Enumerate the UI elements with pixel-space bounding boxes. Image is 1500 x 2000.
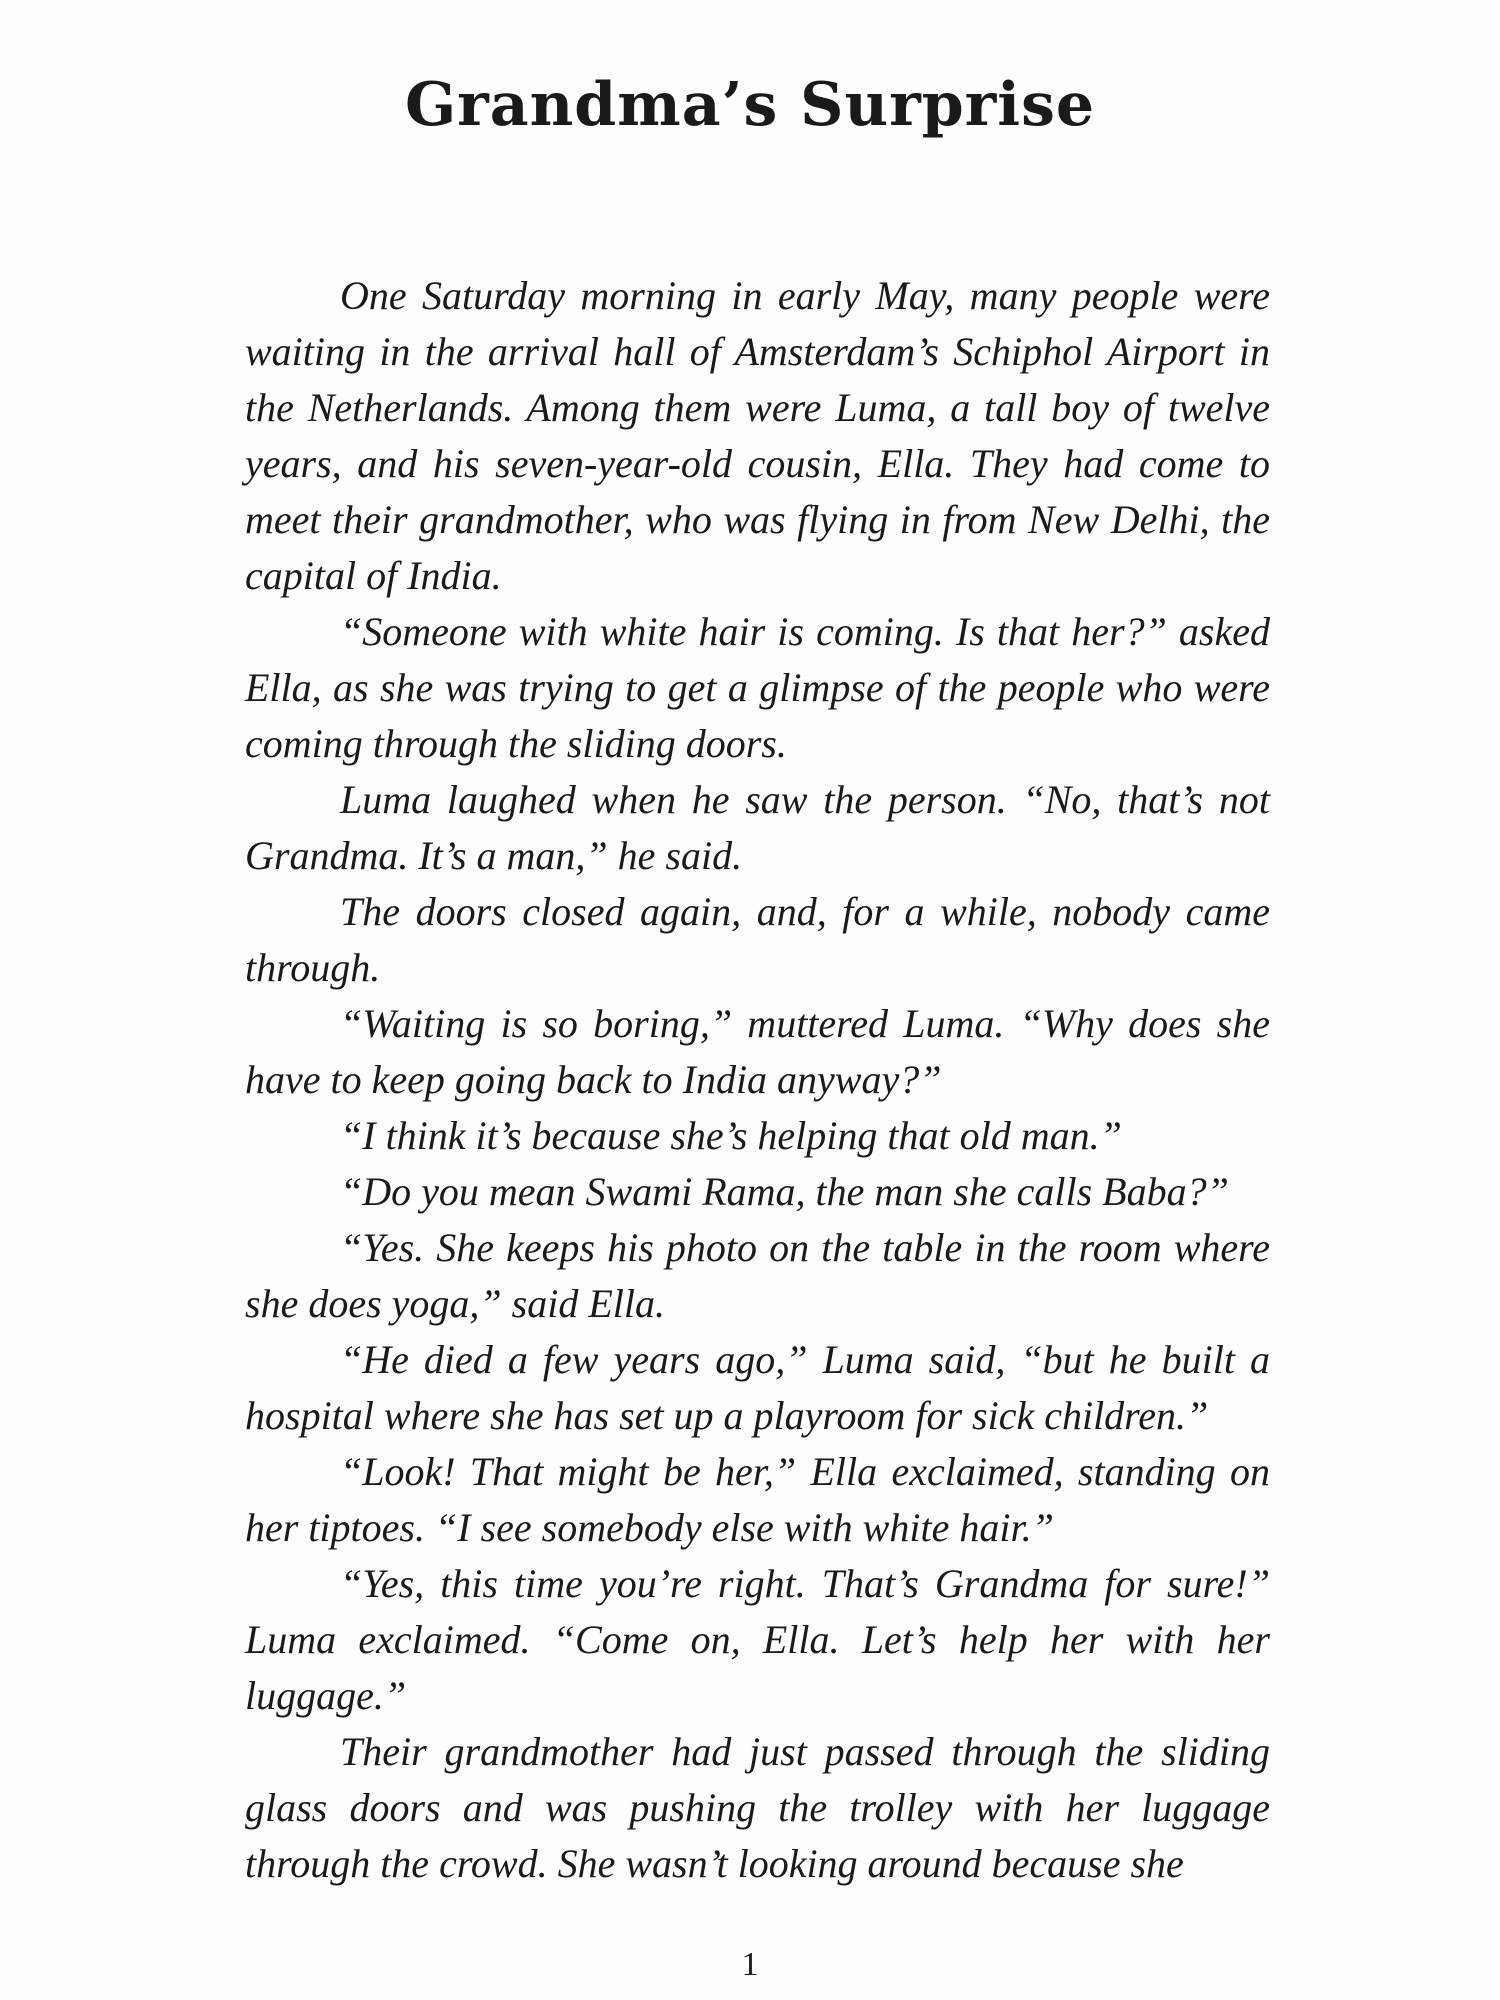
paragraph: “Someone with white hair is coming. Is that her?” asked Ella, as she was trying to get a glimpse of the people who were coming through the sliding doors. [245, 609, 1270, 766]
paragraph: Their grandmother had just passed through the sliding glass doors and was pushing the trolley with her luggage through the crowd. She wasn’t looking around because she [245, 1729, 1270, 1886]
chapter-title: Grandma’s Surprise [404, 70, 1096, 140]
paragraph: “Yes, this time you’re right. That’s Grandma for sure!” Luma exclaimed. “Come on, Ella. Let’s help her with her luggage.” [245, 1561, 1270, 1718]
paragraph: “I think it’s because she’s helping that old man.” [340, 1113, 1122, 1158]
paragraph: “Look! That might be her,” Ella exclaimed, standing on her tiptoes. “I see somebody else with white hair.” [245, 1449, 1270, 1550]
page-number: 1 [741, 1946, 759, 1983]
paragraph: “Do you mean Swami Rama, the man she calls Baba?” [340, 1169, 1229, 1214]
story-text [245, 268, 1270, 1892]
paragraph: “Yes. She keeps his photo on the table in the room where she does yoga,” said Ella. [245, 1225, 1270, 1326]
paragraph: The doors closed again, and, for a while, nobody came through. [245, 889, 1270, 990]
paragraph: “Waiting is so boring,” muttered Luma. “Why does she have to keep going back to India anyway?” [245, 1001, 1270, 1102]
paragraph: One Saturday morning in early May, many people were waiting in the arrival hall of Amsterdam’s Schiphol Airport in the Netherlands. Among them were Luma, a tall boy of twelve years, and his seven-year-old cousin, Ella. They had come to meet their grandmother, who was flying in from New Delhi, the capital of India. [245, 273, 1270, 598]
paragraph: “He died a few years ago,” Luma said, “but he built a hospital where she has set up a playroom for sick children.” [245, 1337, 1270, 1438]
paragraph: Luma laughed when he saw the person. “No, that’s not Grandma. It’s a man,” he said. [245, 777, 1270, 878]
